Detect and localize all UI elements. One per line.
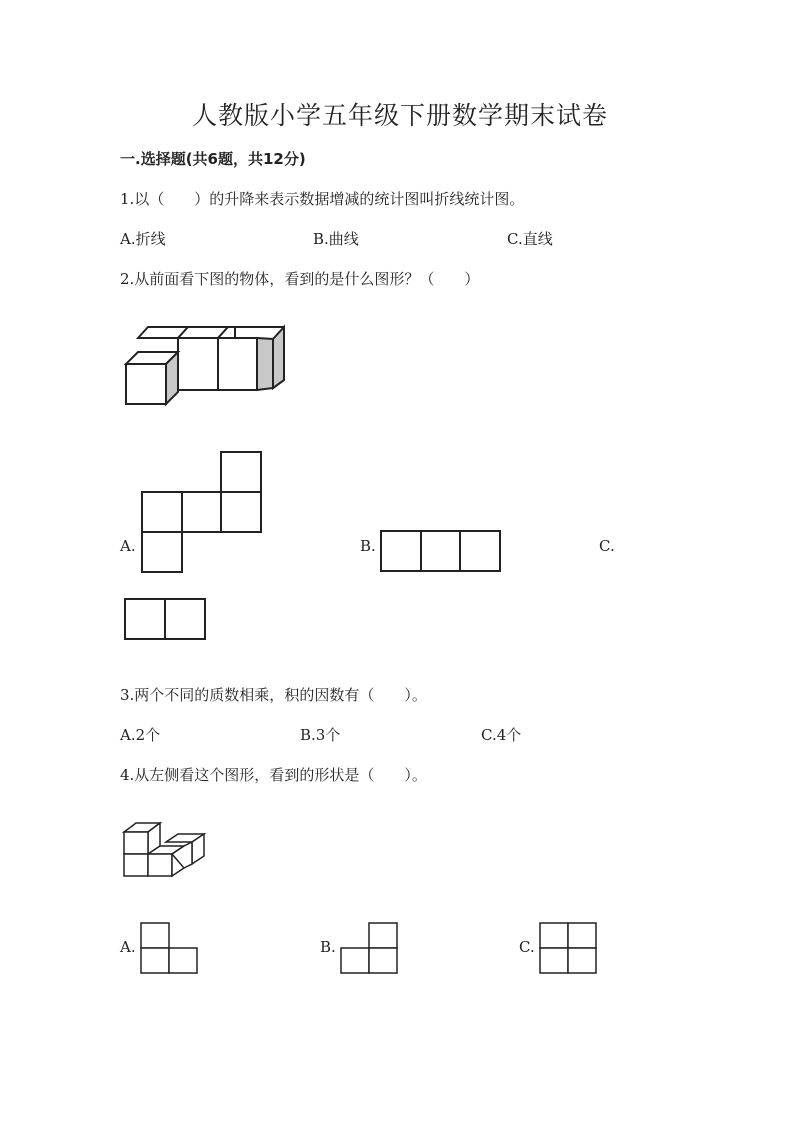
question-2-stem: 2.从前面看下图的物体，看到的是什么图形？（ ） [120, 270, 480, 288]
question-4-stem: 4.从左侧看这个图形，看到的形状是（ ）。 [120, 766, 427, 784]
question-4-option-a: A. [120, 938, 136, 956]
question-1-option-b: B.曲线 [313, 230, 359, 248]
question-3-option-c: C.4个 [481, 726, 522, 744]
question-1-option-c: C.直线 [507, 230, 553, 248]
question-4-option-c: C. [519, 938, 535, 956]
question-2-option-a-figure [141, 451, 263, 573]
section-heading: 一.选择题(共6题，共12分) [120, 150, 306, 168]
question-4-option-a-figure [140, 922, 198, 974]
question-2-option-c-figure [124, 598, 206, 641]
question-2-option-a: A. [120, 537, 136, 555]
question-1-option-a: A.折线 [120, 230, 166, 248]
question-2-solid-figure [118, 320, 293, 412]
question-3-option-a: A.2个 [120, 726, 161, 744]
question-4-option-c-figure [539, 922, 597, 974]
question-4-option-b-figure [340, 922, 398, 974]
question-3-option-b: B.3个 [300, 726, 341, 744]
question-2-option-b-figure [380, 530, 502, 573]
page-title: 人教版小学五年级下册数学期末试卷 [191, 101, 608, 130]
question-2-option-b: B. [360, 537, 376, 555]
question-3-stem: 3.两个不同的质数相乘，积的因数有（ ）。 [120, 686, 427, 704]
question-4-solid-figure [122, 820, 208, 880]
question-4-option-b: B. [320, 938, 336, 956]
question-2-option-c: C. [599, 537, 615, 555]
question-1-stem: 1.以（ ）的升降来表示数据增减的统计图叫折线统计图。 [120, 190, 525, 208]
